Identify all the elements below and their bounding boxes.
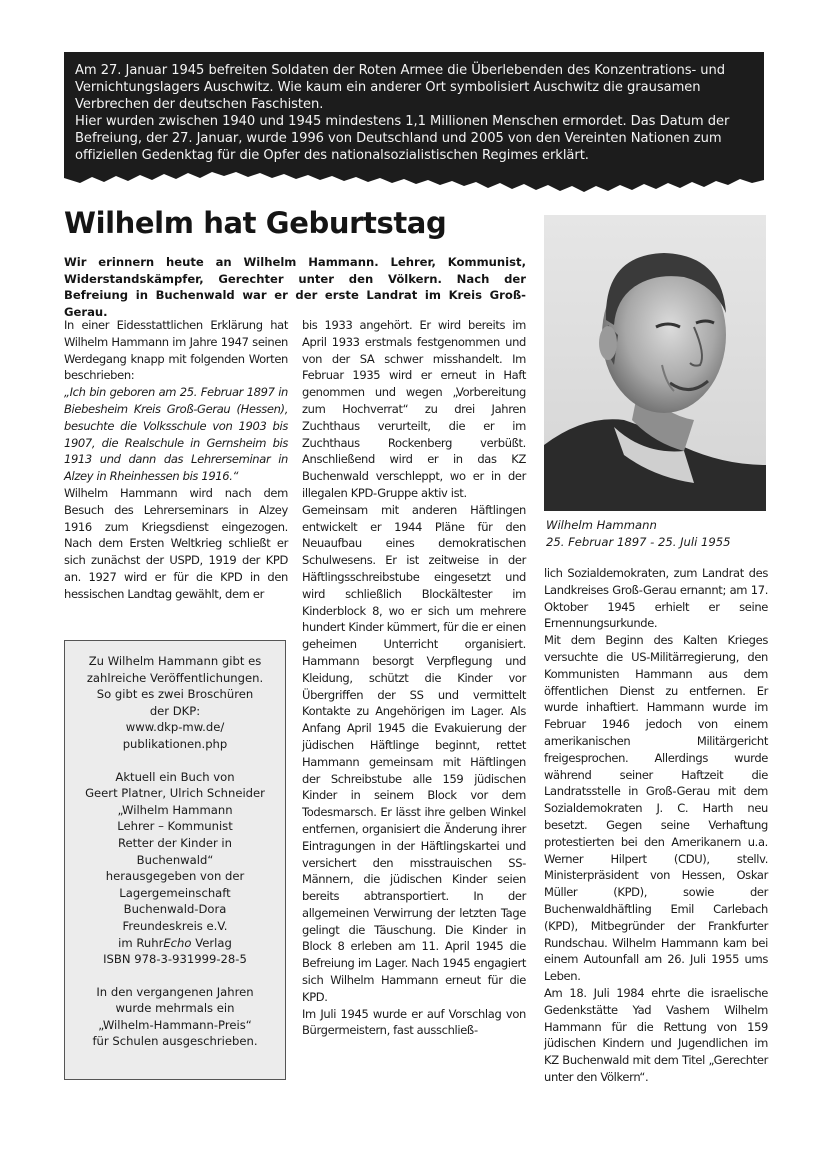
column-2-paragraph: Im Juli 1945 wurde er auf Vorschlag von Bürgermeistern, fast ausschließ-	[302, 1006, 526, 1038]
infobox-line: Lehrer – Kommunist	[117, 819, 233, 834]
infobox-book	[73, 769, 277, 968]
column-1-paragraph: In einer Eidesstattlichen Erklärung hat Wilhelm Hammann im Jahre 1947 seinen Werdegang knapp mit folgenden Worten beschrieben:	[64, 318, 288, 383]
infobox-brochures	[73, 653, 277, 753]
article-lede: Wir erinnern heute an Wilhelm Hammann. Lehrer, Kommunist, Widerstandskämpfer, Gerechter unter den Völkern. Nach der Befreiung in Buchenwald war er der erste Landrat im Kreis Groß-Gerau.	[64, 255, 526, 319]
infobox-line: der DKP:	[149, 703, 201, 718]
declaration-quote: „Ich bin geboren am 25. Februar 1897 in Biebesheim Kreis Groß-Gerau (Hessen), besuchte die Volksschule von 1903 bis 1907, die Realschule in Gernsheim bis 1913 und dann das Lehrerseminar in Alzey in Rheinhessen bis 1916.“	[64, 385, 288, 484]
infobox-line: für Schulen ausgeschrieben.	[92, 1034, 258, 1049]
portrait-image	[544, 215, 766, 511]
banner-text	[75, 62, 759, 164]
caption-name: Wilhelm Hammann	[546, 518, 657, 532]
infobox-line: Zu Wilhelm Hammann gibt es	[88, 654, 262, 668]
infobox-line: So gibt es zwei Broschüren	[96, 687, 254, 702]
column-2-paragraph: Gemeinsam mit anderen Häftlingen entwickelt er 1944 Pläne für den Neuaufbau eines demokratischen Schulwesens. Er ist zeitweise in der Häftlingsschreibstube eingesetzt und wird schließlich Blockältester im Kinderblock 8, wo er sich um mehrere hundert Kinder kümmert, für die er einen geheimen Unterricht organisiert. Hammann besorgt Verpflegung und Kleidung, schützt die Kinder vor Übergriffen der SS und vermittelt Kontakte zu Angehörigen im Lager. Als Anfang April 1945 die Evakuierung der jüdischen Häftlinge beginnt, rettet Hammann gemeinsam mit Häftlingen der Schreibstube alle 159 jüdischen Kinder in seinem Block vor dem Todesmarsch. Er lässt ihre gelben Winkel entfernen, organisiert die Änderung ihrer Eintragungen in der Häftlingskartei und versichert den misstrauischen SS-Männern, die jüdischen Kinder seien bereits abtransportiert. In der allgemeinen Verwirrung der letzten Tage gelingt die Täuschung. Die Kinder in Block 8 erleben am 11. April 1945 die Befreiung im Lager. Nach 1945 engagiert sich Wilhelm Hammann erneut für die KPD.	[302, 502, 526, 1004]
infobox-link: www.dkp-mw.de/	[125, 720, 225, 735]
article-column-2	[302, 317, 526, 1039]
intro-banner	[64, 52, 764, 196]
column-2-paragraph: bis 1933 angehört. Er wird bereits im April 1933 erstmals festgenommen und von der SA schwer misshandelt. Im Februar 1935 wird er erneut in Haft genommen und wegen „Vorbereitung zum Hochverrat“ zu drei Jahren Zuchthaus verurteilt, die er im Zuchthaus Rockenberg verbüßt. Anschließend wird er in das KZ Buchenwald verschleppt, wo er in der illegalen KPD-Gruppe aktiv ist.	[302, 318, 526, 500]
publisher-prefix: im Ruhr	[118, 935, 164, 950]
infobox-line: In den vergangenen Jahren	[96, 984, 254, 999]
infobox-line: Retter der Kinder in	[118, 835, 232, 850]
banner-paragraph-2: Hier wurden zwischen 1940 und 1945 mindestens 1,1 Millionen Menschen ermordet. Das Datum der Befreiung, der 27. Januar, wurde 1996 von Deutschland und 2005 von den Vereinten Nationen zum offiziellen Gedenktag für die Opfer des nationalsozialistischen Regimes erklärt.	[75, 114, 730, 163]
article-title: Wilhelm hat Geburtstag	[64, 206, 447, 240]
infobox-line: Aktuell ein Buch von	[115, 769, 235, 784]
infobox-line: Freundeskreis e.V.	[122, 918, 228, 933]
infobox-line: Buchenwald-Dora	[123, 902, 227, 917]
infobox-line: herausgegeben von der	[105, 869, 245, 884]
infobox-line: „Wilhelm Hammann	[117, 802, 233, 817]
infobox-line: Geert Platner, Ulrich Schneider	[85, 786, 265, 801]
column-1-paragraph: Wilhelm Hammann wird nach dem Besuch des Lehrerseminars in Alzey 1916 zum Kriegsdienst eingezogen. Nach dem Ersten Weltkrieg schließt er sich zunächst der USPD, 1919 der KPD an. 1927 wird er für die KPD in den hessischen Landtag gewählt, dem er	[64, 485, 288, 601]
infobox-publisher	[73, 935, 277, 952]
infobox-line: Buchenwald“	[136, 852, 214, 867]
infobox-line: zahlreiche Veröffentlichungen.	[86, 670, 264, 685]
column-3-paragraph: Mit dem Beginn des Kalten Krieges versuchte die US-Militärregierung, den Kommunisten Hammann aus dem öffentlichen Dienst zu entfernen. Er wurde inhaftiert. Hammann wurde im Februar 1946 jedoch von einem amerikanischen Militärgericht freigesprochen. Allerdings wurde während seiner Haftzeit die Landratsstelle in Groß-Gerau mit dem Sozialdemokraten J. C. Harth neu besetzt. Gegen seine Verhaftung protestierten bei den Amerikanern u.a. Werner Hilpert (CDU), stellv. Ministerpräsident von Hessen, Oskar Müller (KPD), sowie der Buchenwaldhäftling Emil Carlebach (KPD), Mitbegründer der Frankfurter Rundschau. Wilhelm Hammann kam bei einem Autounfall am 26. Juli 1955 ums Leben.	[544, 633, 768, 984]
infobox-prize	[73, 984, 277, 1050]
infobox-link: publikationen.php	[122, 736, 228, 751]
infobox-line: „Wilhelm-Hammann-Preis“	[98, 1017, 252, 1032]
portrait-photo	[544, 215, 766, 511]
infobox-isbn: ISBN 978-3-931999-28-5	[103, 952, 247, 967]
column-3-paragraph: lich Sozialdemokraten, zum Landrat des Landkreises Groß-Gerau ernannt; am 17. Oktober 1945 erhielt er seine Ernennungsurkunde.	[544, 566, 768, 631]
publications-infobox	[64, 640, 286, 1080]
caption-dates: 25. Februar 1897 - 25. Juli 1955	[546, 535, 731, 549]
column-3-paragraph: Am 18. Juli 1984 ehrte die israelische Gedenkstätte Yad Vashem Wilhelm Hammann für die Rettung von 159 jüdischen Kindern und Jugendlichen im KZ Buchenwald mit dem Titel „Gerechter unter den Völkern“.	[544, 985, 768, 1084]
infobox-line: Lagergemeinschaft	[119, 885, 231, 900]
article-column-3	[544, 565, 768, 1086]
photo-caption	[546, 517, 731, 551]
publisher-suffix: Verlag	[191, 935, 232, 950]
publisher-italic: Echo	[163, 935, 192, 950]
article-column-1	[64, 317, 288, 603]
infobox-line: wurde mehrmals ein	[115, 1001, 235, 1016]
banner-paragraph-1: Am 27. Januar 1945 befreiten Soldaten der Roten Armee die Überlebenden des Konzentrations- und Vernichtungslagers Auschwitz. Wie kaum ein anderer Ort symbolisiert Auschwitz die grausamen Verbrechen der deutschen Faschisten.	[75, 63, 726, 112]
